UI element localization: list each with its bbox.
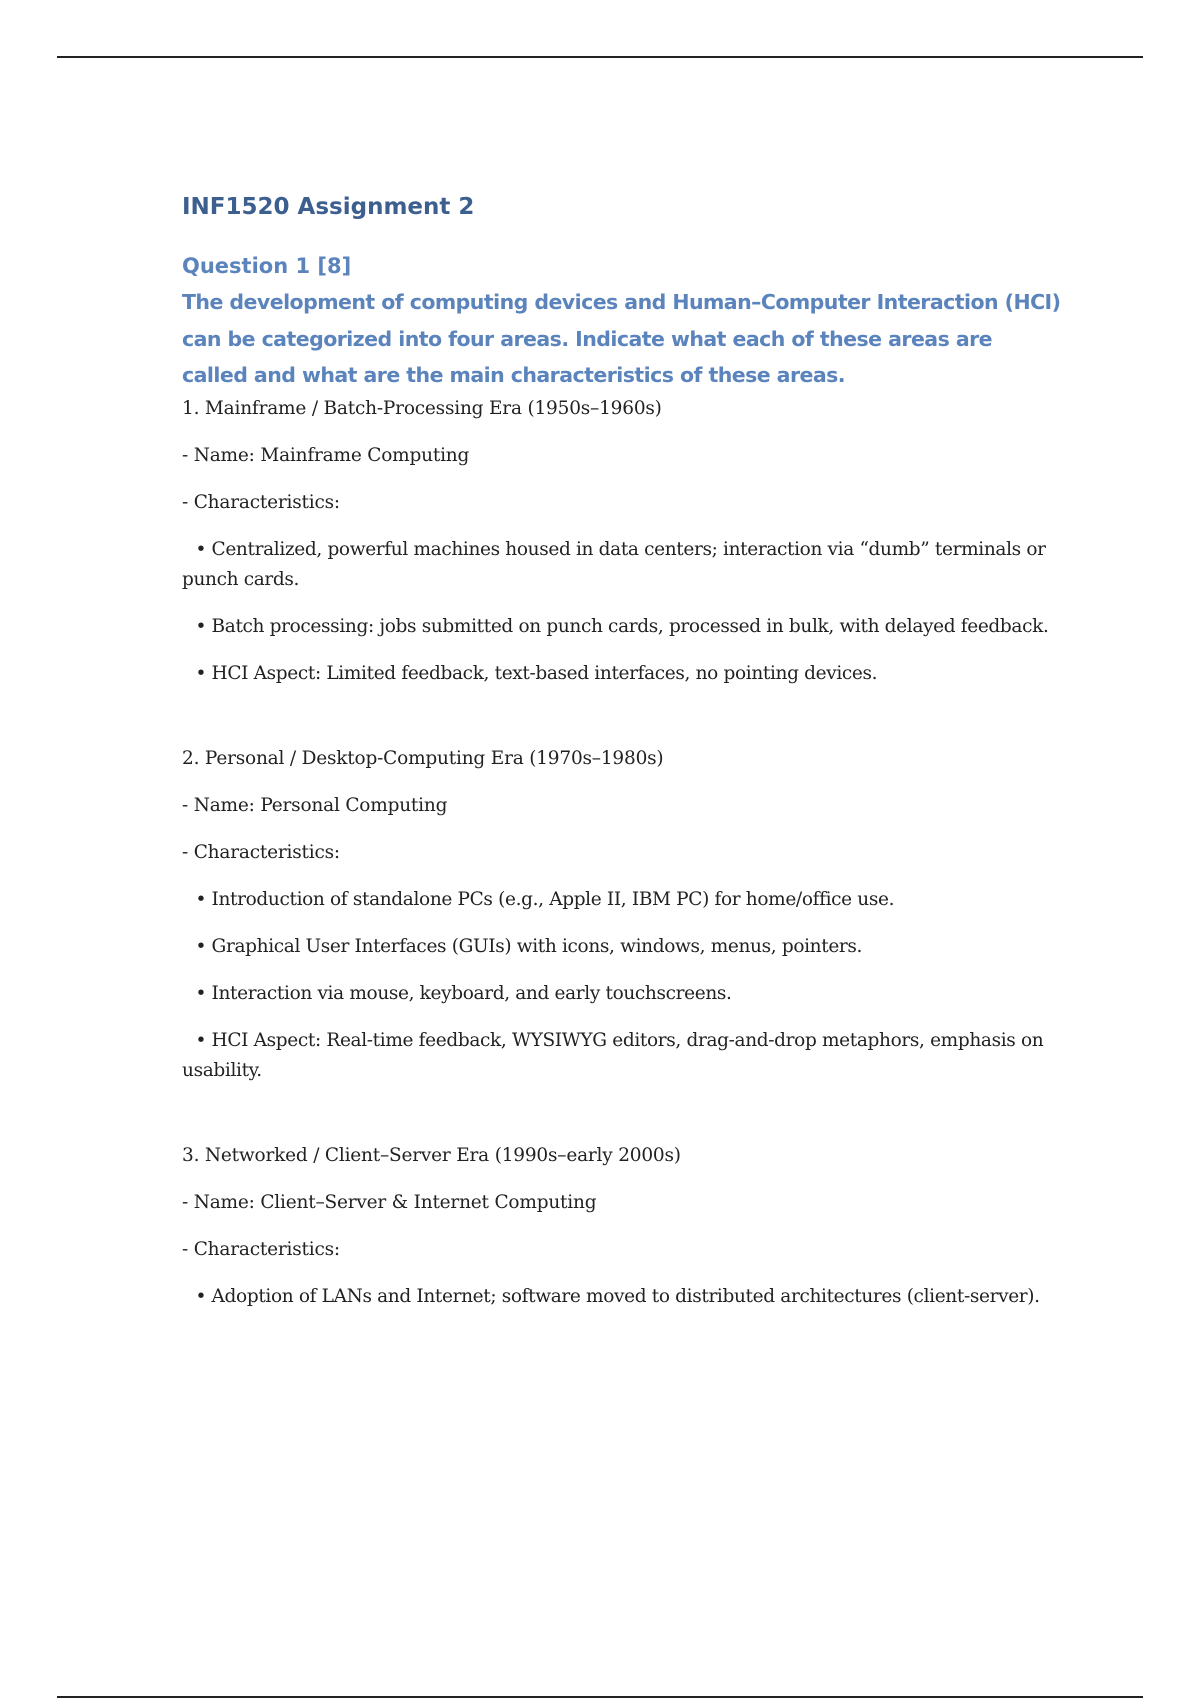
- era-name: - Name: Mainframe Computing: [182, 444, 470, 466]
- bottom-rule: [57, 1696, 1143, 1698]
- era-bullet: • Adoption of LANs and Internet; software moved to distributed architectures (client-server).: [182, 1282, 1062, 1312]
- era-section-3: [182, 1141, 1062, 1312]
- bullet-icon: •: [195, 1029, 206, 1051]
- era-bullet: • Graphical User Interfaces (GUIs) with icons, windows, menus, pointers.: [182, 932, 1062, 962]
- era-bullet: • Batch processing: jobs submitted on punch cards, processed in bulk, with delayed feedback.: [182, 612, 1062, 642]
- era-bullet: • HCI Aspect: Limited feedback, text-based interfaces, no pointing devices.: [182, 659, 1062, 689]
- top-rule: [57, 56, 1143, 58]
- era-section-2: [182, 744, 1062, 1086]
- question-heading: Question 1 [8]: [182, 254, 352, 278]
- bullet-icon: •: [195, 935, 206, 957]
- era-characteristics-label: - Characteristics:: [182, 1238, 340, 1260]
- era-bullet: • Centralized, powerful machines housed in data centers; interaction via “dumb” terminals or punch cards.: [182, 535, 1062, 595]
- era-bullet: • Introduction of standalone PCs (e.g., Apple II, IBM PC) for home/office use.: [182, 885, 1062, 915]
- bullet-icon: •: [195, 982, 206, 1004]
- era-name: - Name: Personal Computing: [182, 794, 448, 816]
- bullet-icon: •: [195, 662, 206, 684]
- bullet-icon: •: [195, 538, 206, 560]
- era-heading: 3. Networked / Client–Server Era (1990s–early 2000s): [182, 1144, 681, 1166]
- bullet-icon: •: [195, 888, 206, 910]
- bullet-icon: •: [195, 615, 206, 637]
- era-section-1: [182, 394, 1062, 689]
- era-bullet: • Interaction via mouse, keyboard, and early touchscreens.: [182, 979, 1062, 1009]
- document-body: [182, 192, 1062, 1312]
- era-bullet: • HCI Aspect: Real-time feedback, WYSIWYG editors, drag-and-drop metaphors, emphasis on usability.: [182, 1026, 1062, 1086]
- document-title: INF1520 Assignment 2: [182, 194, 475, 220]
- question-prompt: The development of computing devices and Human–Computer Interaction (HCI) can be categorized into four areas. Indicate what each of these areas are called and what are the main characteristics of these areas.: [182, 290, 1061, 387]
- era-heading: 2. Personal / Desktop-Computing Era (1970s–1980s): [182, 747, 664, 769]
- bullet-icon: •: [195, 1285, 206, 1307]
- era-characteristics-label: - Characteristics:: [182, 841, 340, 863]
- era-name: - Name: Client–Server & Internet Computing: [182, 1191, 597, 1213]
- era-characteristics-label: - Characteristics:: [182, 491, 340, 513]
- era-heading: 1. Mainframe / Batch-Processing Era (1950s–1960s): [182, 397, 662, 419]
